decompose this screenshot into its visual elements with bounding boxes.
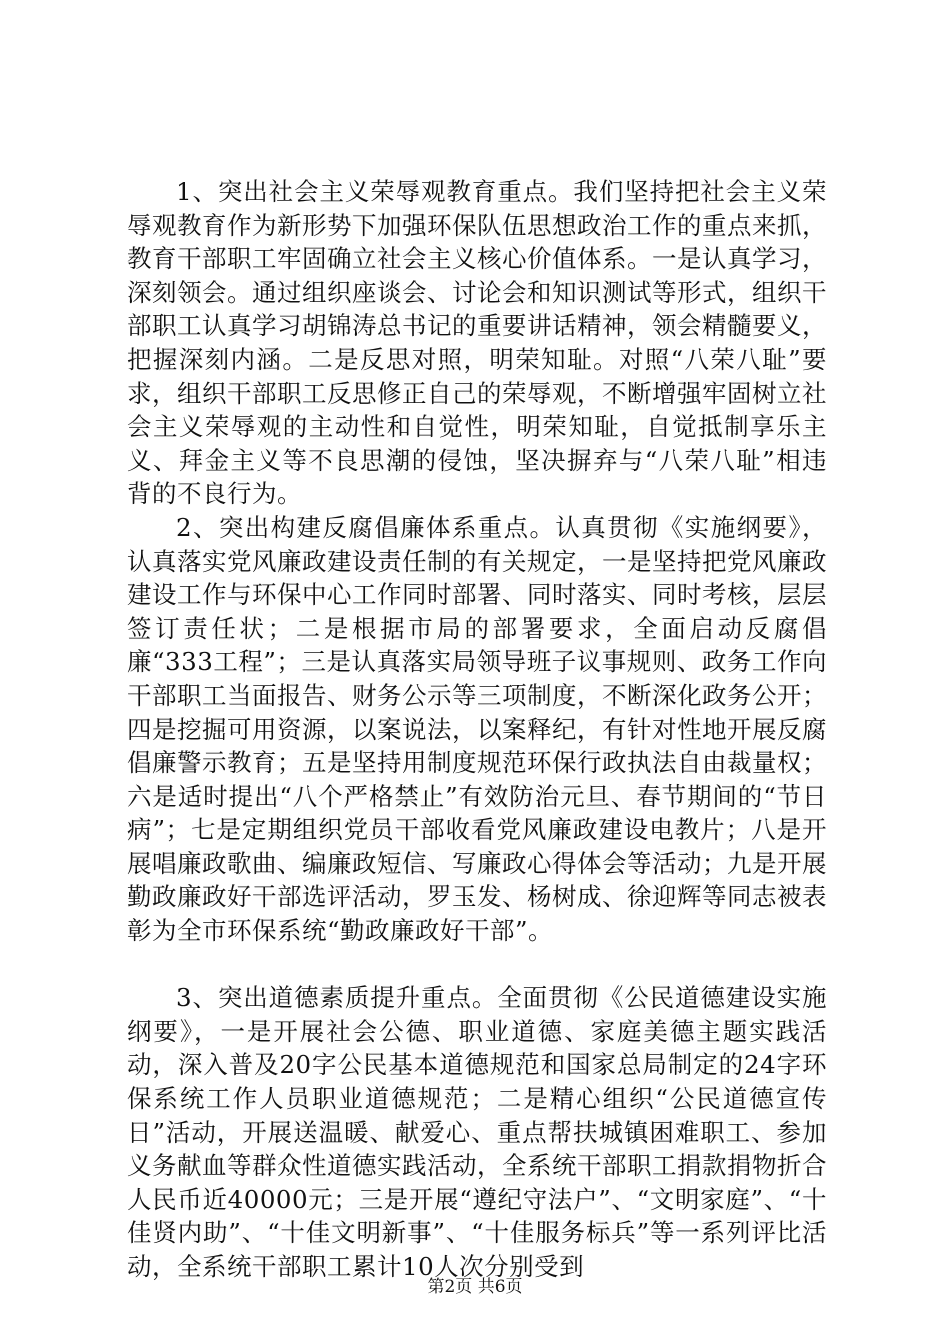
paragraph-2: 2、突出构建反腐倡廉体系重点。认真贯彻《实施纲要》，认真落实党风廉政建设责任制的有关规定，一是坚持把党风廉政建设工作与环保中心工作同时部署、同时落实、同时考核，层层签订责任状；二是根据市局的部署要求，全面启动反腐倡廉“333工程”；三是认真落实局领导班子议事规则、政务工作向干部职工当面报告、财务公示等三项制度，不断深化政务公开；四是挖掘可用资源，以案说法，以案释纪，有针对性地开展反腐倡廉警示教育；五是坚持用制度规范环保行政执法自由裁量权；六是适时提出“八个严格禁止”有效防治元旦、春节期间的“节日病”；七是定期组织党员干部收看党风廉政建设电教片；八是开展唱廉政歌曲、编廉政短信、写廉政心得体会等活动；九是开展勤政廉政好干部选评活动，罗玉发、杨树成、徐迎辉等同志被表彰为全市环保系统“勤政廉政好干部”。	[127, 512, 827, 946]
document-body	[127, 175, 827, 1284]
page-number-footer: 第2页 共6页	[427, 1277, 523, 1297]
paragraph-1: 1、突出社会主义荣辱观教育重点。我们坚持把社会主义荣辱观教育作为新形势下加强环保队伍思想政治工作的重点来抓，教育干部职工牢固确立社会主义核心价值体系。一是认真学习，深刻领会。通过组织座谈会、讨论会和知识测试等形式，组织干部职工认真学习胡锦涛总书记的重要讲话精神，领会精髓要义，把握深刻内涵。二是反思对照，明荣知耻。对照“八荣八耻”要求，组织干部职工反思修正自己的荣辱观，不断增强牢固树立社会主义荣辱观的主动性和自觉性，明荣知耻，自觉抵制享乐主义、拜金主义等不良思潮的侵蚀，坚决摒弃与“八荣八耻”相违背的不良行为。	[127, 177, 827, 509]
paragraph-3: 3、突出道德素质提升重点。全面贯彻《公民道德建设实施纲要》，一是开展社会公德、职业道德、家庭美德主题实践活动，深入普及20字公民基本道德规范和国家总局制定的24字环保系统工作人员职业道德规范；二是精心组织“公民道德宣传日”活动，开展送温暖、献爱心、重点帮扶城镇困难职工、参加义务献血等群众性道德实践活动，全系统干部职工捐款捐物折合人民币近40000元；三是开展“遵纪守法户”、“文明家庭”、“十佳贤内助”、“十佳文明新事”、“十佳服务标兵”等一系列评比活动，全系统干部职工累计10人次分别受到	[127, 983, 827, 1281]
